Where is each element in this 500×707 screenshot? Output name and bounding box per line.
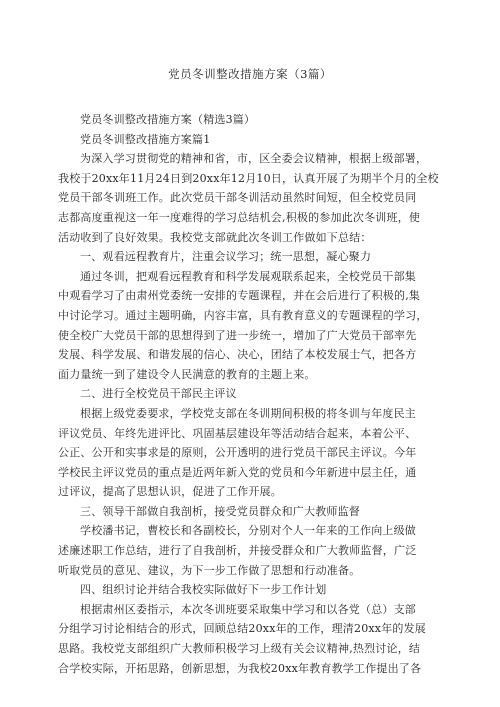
section-heading: 党员冬训整改措施方案篇1 [80, 132, 211, 146]
paragraph-line: 学校民主评议党员的重点是近两年新入党的党员和今年新进中层主任，通 [58, 465, 417, 479]
paragraph-line: 公正、公开和实事求是的原则，公开透明的进行党员干部民主评议。今年 [58, 446, 417, 460]
section-heading: 四、组织讨论并结合我校实际做好下一步工作计划 [80, 583, 327, 597]
paragraph-line: 通过冬训，把观看远程教育和科学发展观联系起来，全校党员干部集 [80, 269, 416, 283]
paragraph-line: 面力量统一到了建设令人民满意的教育的主题上来。 [58, 367, 316, 381]
paragraph-line: 中讨论学习。通过主题明确，内容丰富，具有教育意义的专题课程的学习， [58, 308, 428, 322]
section-heading: 二、进行全校党员干部民主评议 [80, 387, 237, 401]
paragraph-line: 志都高度重视这一年一度难得的学习总结机会,积极的参加此次冬训班，使 [58, 210, 421, 224]
paragraph-line: 述廉述职工作总结，进行了自我剖析，并接受群众和广大教师监督，广泛 [58, 544, 417, 558]
paragraph-line: 合学校实际，开拓思路，创新思想，为我校20xx年教育教学工作提出了各 [58, 661, 422, 675]
paragraph-line: 中观看学习了由肃州党委统一安排的专题课程，并在会后进行了积极的,集 [58, 289, 421, 303]
document-subtitle: 党员冬训整改措施方案（精选3篇） [80, 113, 256, 126]
paragraph-line: 思路。我校党支部组织广大教师积极学习上级有关会议精神,热烈讨论，结 [58, 642, 421, 656]
paragraph-line: 发展、科学发展、和谐发展的信心、决心，团结了本校发展士气，把各方 [58, 348, 417, 362]
paragraph-line: 活动收到了良好效果。我校党支部就此次冬训工作做如下总结： [58, 230, 372, 244]
paragraph-line: 根据上级党委要求，学校党支部在冬训期间积极的将冬训与年度民主 [80, 406, 416, 420]
paragraph-line: 学校潘书记，曹校长和各副校长，分别对个人一年来的工作向上级做 [80, 524, 416, 538]
paragraph-line: 为深入学习贯彻党的精神和省，市，区全委会议精神，根据上级部署， [80, 152, 428, 166]
paragraph-line: 根据肃州区委指示，本次冬训班要采取集中学习和以各党（总）支部 [80, 602, 416, 616]
paragraph-line: 评议党员、年终先进评比、巩固基层建设年等活动结合起来，本着公平、 [58, 426, 417, 440]
paragraph-line: 我校于20xx年11月24日到20xx年12月10日，认真开展了为期半个月的全校 [58, 171, 439, 185]
section-heading: 一、观看远程教育片，注重会议学习；统一思想，凝心聚力 [80, 250, 372, 264]
section-heading: 三、领导干部做自我剖析，接受党员群众和广大教师监督 [80, 504, 360, 518]
paragraph-line: 听取党员的意见、建议，为下一步工作做了思想和行动准备。 [58, 563, 361, 577]
document-title: 党员冬训整改措施方案（3篇） [168, 67, 332, 81]
paragraph-line: 使全校广大党员干部的思想得到了进一步统一，增加了广大党员干部率先 [58, 328, 417, 342]
paragraph-line: 分组学习讨论相结合的形式，回顾总结20xx年的工作，理清20xx年的发展 [58, 622, 427, 636]
paragraph-line: 过评议，提高了思想认识，促进了工作开展。 [58, 485, 282, 499]
paragraph-line: 党员干部冬训班工作。此次党员干部冬训活动虽然时间短，但全校党员同 [58, 191, 417, 205]
